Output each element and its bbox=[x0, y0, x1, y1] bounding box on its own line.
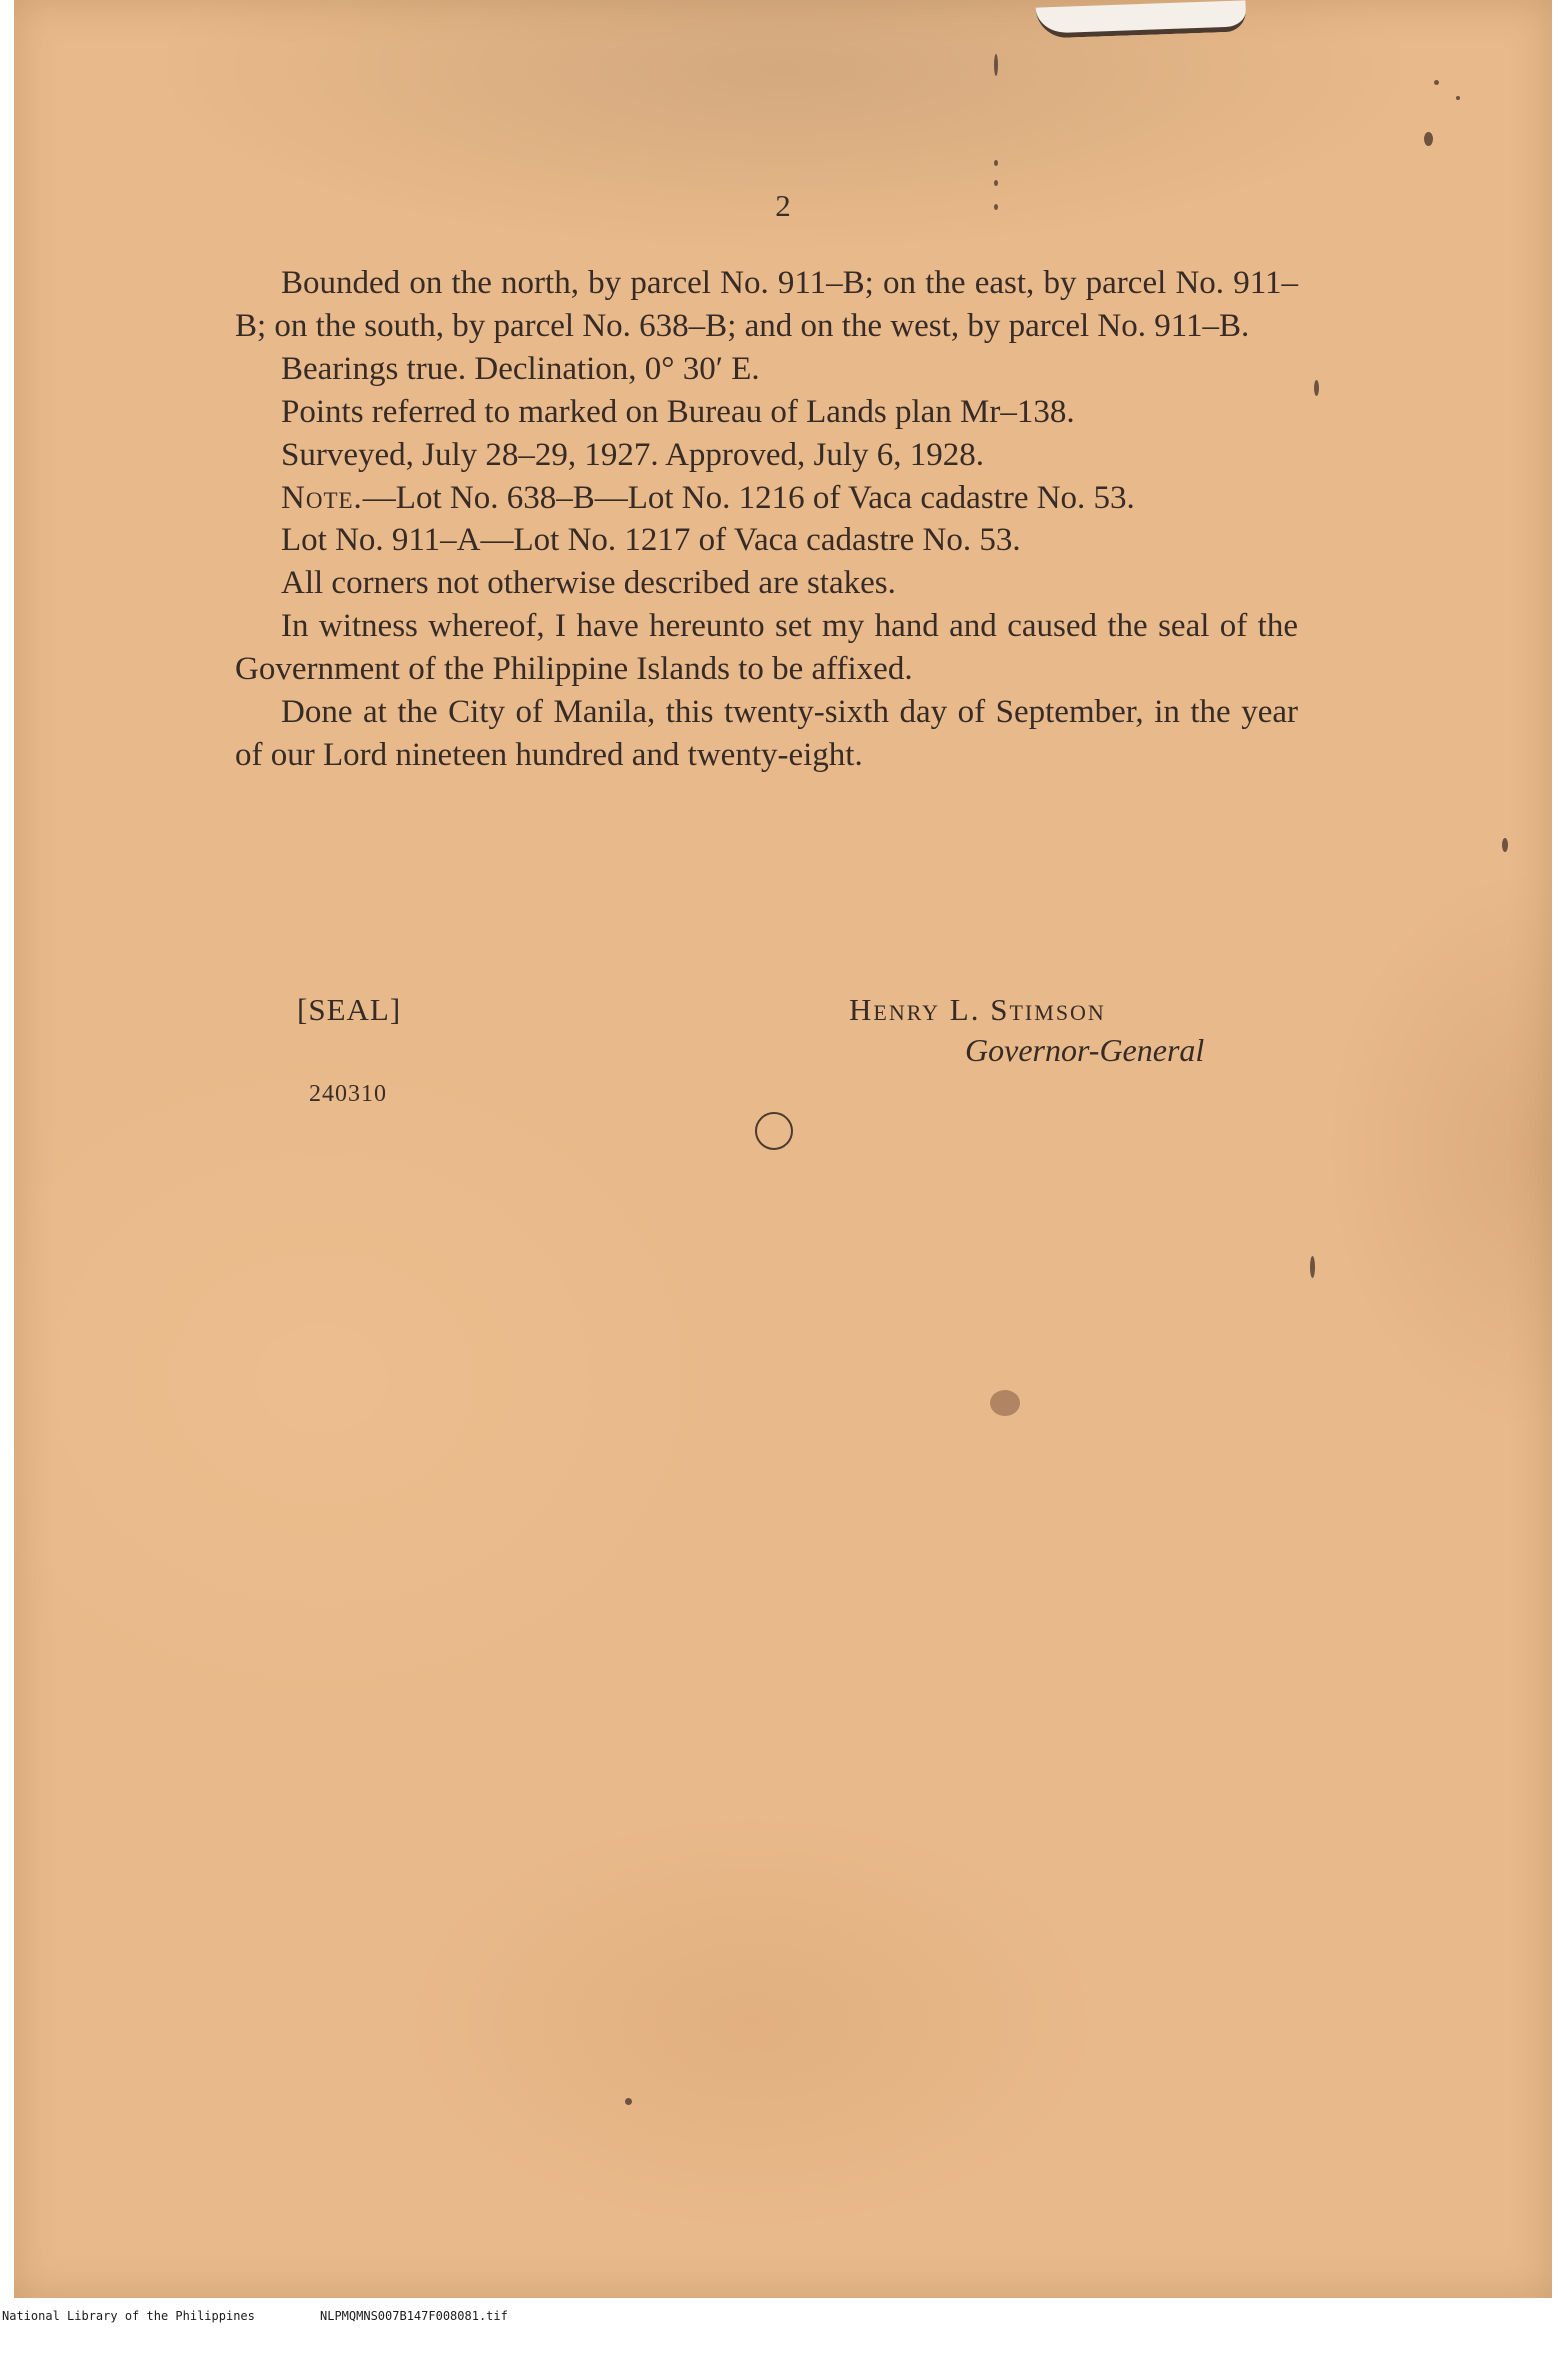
seal-label: [SEAL] bbox=[297, 992, 402, 1027]
paragraph-witness: In witness whereof, I have hereunto set my hand and caused the seal of the Government of the Philippine Islands to be affixed. bbox=[235, 608, 1298, 688]
ink-spot bbox=[994, 54, 998, 76]
ink-spot bbox=[1424, 132, 1433, 146]
paragraph-corners: All corners not otherwise described are stakes. bbox=[281, 565, 896, 602]
scan-footer bbox=[0, 2308, 1561, 2324]
paragraph-bearings: Bearings true. Declination, 0° 30′ E. bbox=[281, 350, 760, 387]
paragraph-note bbox=[235, 477, 1298, 520]
note-text: —Lot No. 638–B—Lot No. 1216 of Vaca cadastre No. 53. bbox=[362, 479, 1135, 516]
footer-filename: NLPMQMNS007B147F008081.tif bbox=[320, 2309, 508, 2323]
ink-spot bbox=[1502, 838, 1508, 852]
ink-spot bbox=[994, 180, 998, 186]
ink-spot bbox=[1434, 80, 1439, 85]
page-number: 2 bbox=[775, 188, 791, 223]
circle-mark-icon bbox=[755, 1112, 793, 1150]
signer-name: Henry L. Stimson bbox=[849, 992, 1106, 1027]
signer-title: Governor-General bbox=[965, 1032, 1205, 1068]
ink-spot bbox=[1456, 96, 1460, 100]
ink-spot bbox=[990, 1390, 1020, 1416]
ink-spot bbox=[625, 2098, 632, 2105]
torn-edge bbox=[1036, 0, 1247, 38]
ink-spot bbox=[994, 160, 998, 166]
document-code: 240310 bbox=[309, 1081, 387, 1107]
paragraph-surveyed: Surveyed, July 28–29, 1927. Approved, July 6, 1928. bbox=[281, 436, 985, 473]
ink-spot bbox=[1314, 380, 1319, 396]
paragraph-lot-911a: Lot No. 911–A—Lot No. 1217 of Vaca cadastre No. 53. bbox=[281, 522, 1021, 559]
footer-library: National Library of the Philippines bbox=[2, 2309, 255, 2323]
paragraph-boundaries: Bounded on the north, by parcel No. 911–B; on the east, by parcel No. 911–B; on the south, by parcel No. 638–B; and on the west, by parcel No. 911–B. bbox=[235, 265, 1298, 344]
note-label: Note. bbox=[281, 479, 363, 516]
ink-spot bbox=[1310, 1256, 1315, 1278]
document-body bbox=[235, 262, 1298, 777]
paragraph-points-referred: Points referred to marked on Bureau of Lands plan Mr–138. bbox=[281, 393, 1075, 430]
signature-block bbox=[235, 992, 1298, 1072]
paragraph-done-at: Done at the City of Manila, this twenty-sixth day of September, in the year of our Lord nineteen hundred and twenty-eight. bbox=[235, 694, 1298, 773]
